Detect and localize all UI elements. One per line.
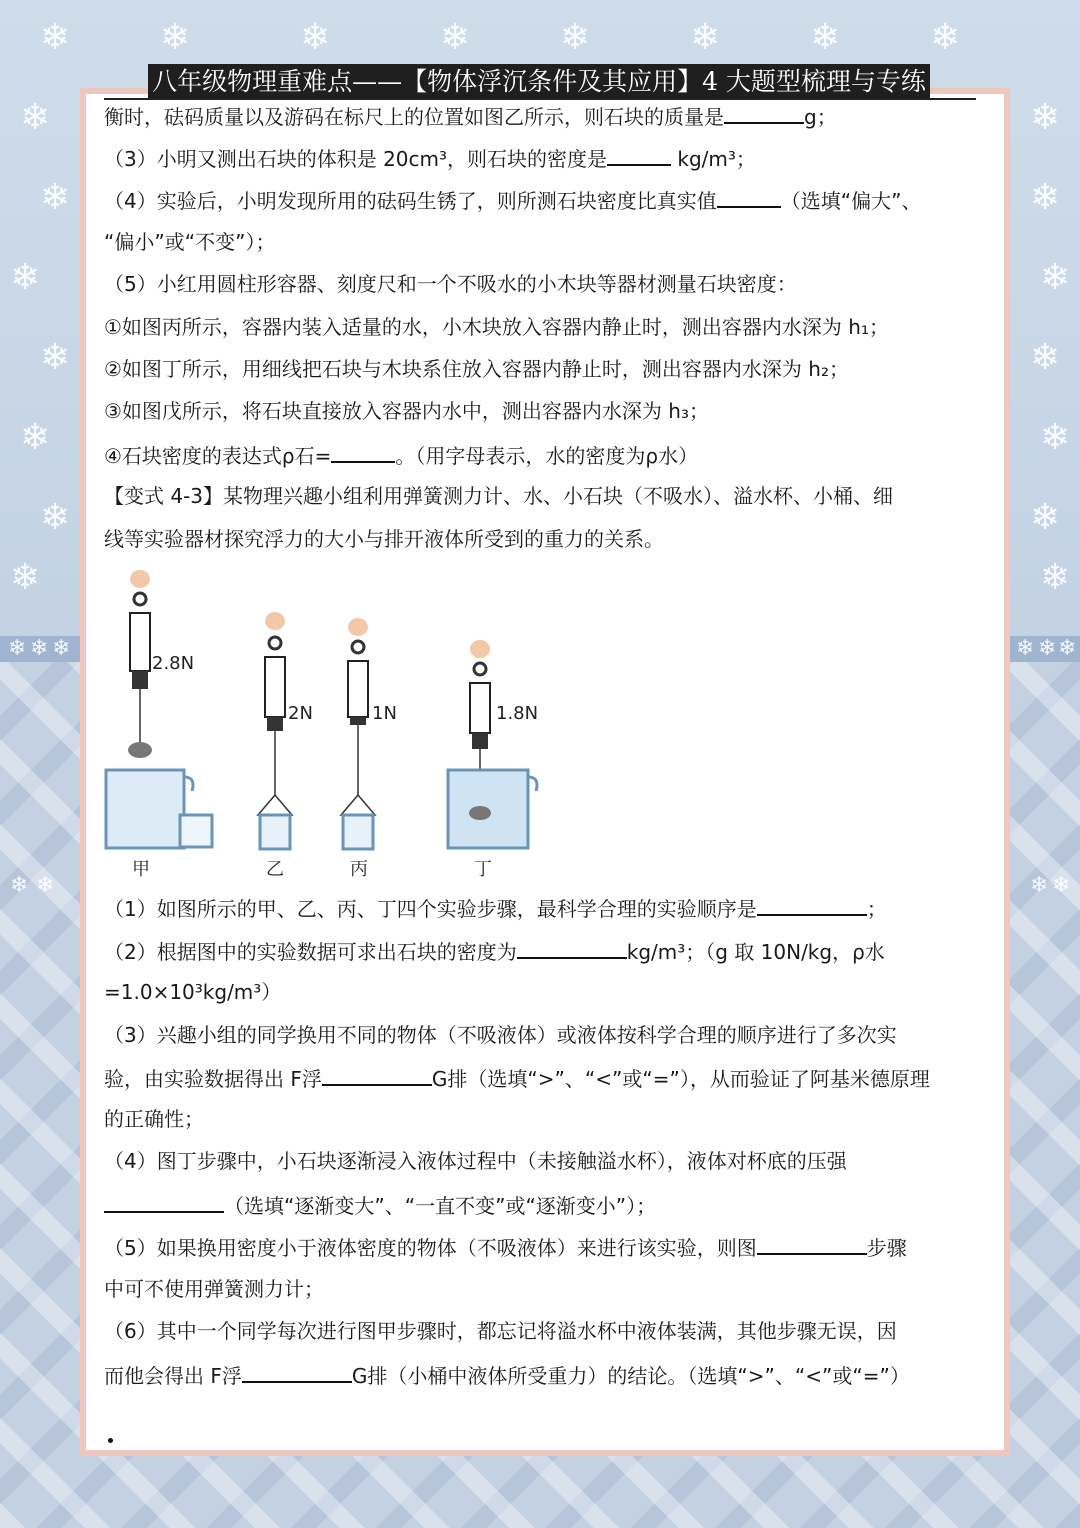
text-line: 验，由实验数据得出 F浮 G排（选填“>”、“<”或“=”），从而验证了阿基米德原理 (104, 1062, 984, 1094)
text-line: （3）小明又测出石块的体积是 20cm³，则石块的密度是 kg/m³； (104, 142, 984, 174)
spring-scale-icon (470, 683, 490, 733)
snowflake-icon: ❄ (1030, 337, 1061, 378)
bucket-icon (260, 815, 290, 849)
snowflake-icon: ❄ (690, 17, 721, 58)
snowflake-icon: ❄ (810, 17, 841, 58)
snowflake-icon: ❄ (40, 337, 71, 378)
reading-bing: 1N (372, 703, 397, 724)
label-yi: 乙 (266, 859, 284, 880)
text-line: “偏小”或“不变”）； (104, 230, 276, 254)
text-line: （1）如图所示的甲、乙、丙、丁四个实验步骤，最科学合理的实验顺序是 ； (104, 892, 984, 924)
hand-icon (130, 570, 150, 588)
text-line: 线等实验器材探究浮力的大小与排开液体所受到的重力的关系。 (104, 527, 664, 551)
hand-icon (348, 618, 368, 636)
snowflake-icon: ❄ (36, 873, 55, 898)
snowflake-icon: ❄ (20, 417, 51, 458)
bucket-icon (343, 815, 373, 849)
reading-yi: 2N (288, 703, 313, 724)
setup-yi (258, 612, 313, 880)
hand-icon (265, 612, 285, 630)
snowflake-icon: ❄ (1052, 873, 1071, 898)
hand-icon (470, 640, 490, 658)
label-jia: 甲 (132, 859, 150, 880)
text-line: （4）实验后，小明发现所用的砝码生锈了，则所测石块密度比真实值 （选填“偏大”、 (104, 184, 984, 216)
answer-blank (724, 100, 804, 124)
answer-blank (607, 142, 671, 166)
setup-jia (106, 570, 212, 880)
snowflake-icon: ❄ (40, 497, 71, 538)
answer-blank (104, 1189, 224, 1213)
text-line: （4）图丁步骤中，小石块逐渐浸入液体过程中（未接触溢水杯），液体对杯底的压强 (104, 1149, 847, 1173)
text-line: 衡时，砝码质量以及游码在标尺上的位置如图乙所示，则石块的质量是 g； (104, 100, 984, 132)
text-line: （6）其中一个同学每次进行图甲步骤时，都忘记将溢水杯中液体装满，其他步骤无误，因 (104, 1319, 897, 1343)
experiment-figure (100, 565, 570, 885)
text-line: ②如图丁所示，用细线把石块与木块系住放入容器内静止时，测出容器内水深为 h₂； (104, 357, 849, 381)
setup-bing (341, 618, 397, 880)
snowflake-icon: ❄ (160, 17, 191, 58)
reading-jia: 2.8N (152, 653, 195, 674)
spring-scale-icon (348, 661, 368, 717)
snowflake-icon: ❄ (52, 636, 71, 661)
text-line: ④石块密度的表达式ρ石= 。（用字母表示，水的密度为ρ水） (104, 439, 984, 471)
text-line: 中可不使用弹簧测力计； (104, 1277, 324, 1301)
answer-blank (322, 1062, 432, 1086)
snowflake-icon: ❄ (1038, 636, 1057, 661)
snowflake-icon: ❄ (1030, 177, 1061, 218)
text-line: 【变式 4-3】某物理兴趣小组利用弹簧测力计、水、小石块（不吸水）、溢水杯、小桶、细 (104, 484, 894, 508)
snowflake-icon: ❄ (10, 257, 41, 298)
bucket-icon (180, 815, 212, 847)
text-line: ③如图戊所示，将石块直接放入容器内水中，测出容器内水深为 h₃； (104, 399, 709, 423)
answer-blank (331, 439, 395, 463)
text-line: 的正确性； (104, 1107, 204, 1131)
snowflake-icon: ❄ (1016, 636, 1035, 661)
snowflake-icon: ❄ (1040, 417, 1071, 458)
snowflake-icon: ❄ (300, 17, 331, 58)
label-bing: 丙 (350, 859, 368, 880)
label-ding: 丁 (474, 859, 492, 880)
snowflake-icon: ❄ (440, 17, 471, 58)
snowflake-icon: ❄ (30, 636, 49, 661)
snowflake-icon: ❄ (930, 17, 961, 58)
text-line: （2）根据图中的实验数据可求出石块的密度为 kg/m³；（g 取 10N/kg，ρ水 (104, 935, 984, 967)
snowflake-icon: ❄ (20, 97, 51, 138)
spring-scale-icon (265, 657, 285, 717)
end-dot (108, 1438, 113, 1443)
text-line: （选填“逐渐变大”、“一直不变”或“逐渐变小”）； (104, 1189, 984, 1221)
answer-blank (517, 935, 627, 959)
text-line: =1.0×10³kg/m³） (104, 980, 282, 1004)
stone-icon (128, 742, 152, 758)
snowflake-icon: ❄ (1030, 497, 1061, 538)
answer-blank (717, 184, 781, 208)
snowflake-icon: ❄ (40, 177, 71, 218)
snowflake-icon: ❄ (1058, 636, 1077, 661)
answer-blank (242, 1359, 352, 1383)
text-line: （5）小红用圆柱形容器、刻度尺和一个不吸水的小木块等器材测量石块密度： (104, 272, 797, 296)
snowflake-icon: ❄ (10, 873, 29, 898)
snowflake-icon: ❄ (40, 17, 71, 58)
snowflake-icon: ❄ (1040, 557, 1071, 598)
text-line: （3）兴趣小组的同学换用不同的物体（不吸液体）或液体按科学合理的顺序进行了多次实 (104, 1023, 897, 1047)
snowflake-icon: ❄ (1040, 257, 1071, 298)
answer-blank (757, 1231, 867, 1255)
snowflake-icon: ❄ (1030, 97, 1061, 138)
snowflake-icon: ❄ (560, 17, 591, 58)
snowflake-icon: ❄ (8, 636, 27, 661)
text-line: ①如图丙所示，容器内装入适量的水，小木块放入容器内静止时，测出容器内水深为 h₁； (104, 315, 889, 339)
answer-blank (757, 892, 867, 916)
snowflake-icon: ❄ (1030, 873, 1049, 898)
reading-ding: 1.8N (496, 703, 539, 724)
text-line: 而他会得出 F浮 G排（小桶中液体所受重力）的结论。（选填“>”、“<”或“=”） (104, 1359, 984, 1391)
spring-scale-icon (130, 613, 150, 671)
page-title: 八年级物理重难点——【物体浮沉条件及其应用】4 大题型梳理与专练 (148, 64, 930, 100)
text-line: （5）如果换用密度小于液体密度的物体（不吸液体）来进行该实验，则图 步骤 (104, 1231, 984, 1263)
snowflake-icon: ❄ (10, 557, 41, 598)
stone-icon (469, 806, 491, 820)
setup-ding (448, 640, 538, 880)
